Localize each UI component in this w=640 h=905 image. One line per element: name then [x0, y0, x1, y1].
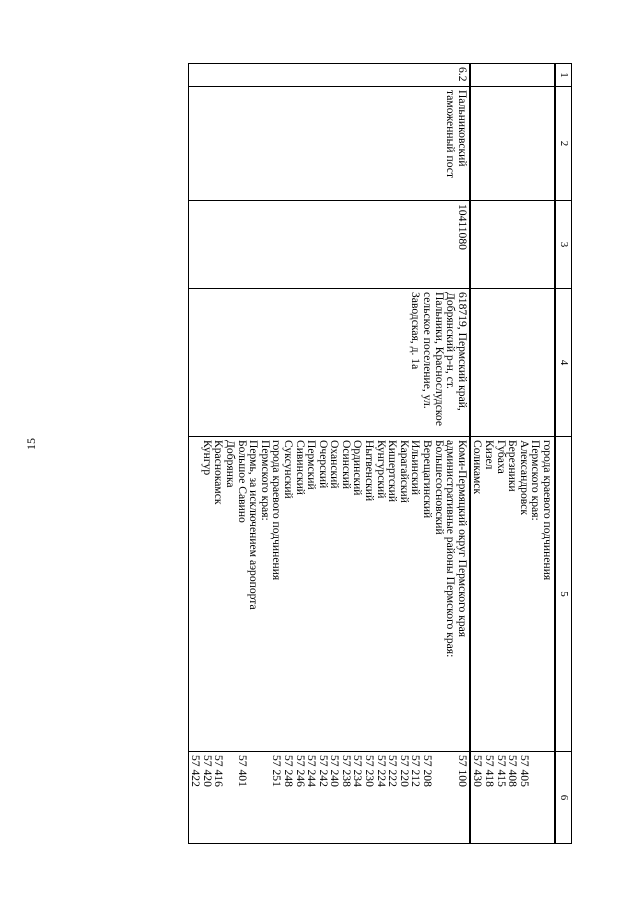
cell-okato-codes: 57 100 57 208 57 212 57 220 57 222 57 224 57 230 57 234 57 238 57 240 57 242 57 244 57 246 57 248 57 251 57 401 57 416 57 420 57 422: [188, 752, 470, 844]
page-number: 15: [24, 438, 38, 450]
cell-post-code: 10411080: [188, 201, 470, 289]
cell-post-name: Пальниковский таможенный пост: [188, 87, 470, 201]
cell-address: [470, 289, 555, 437]
header-cell-4: 4: [555, 289, 572, 437]
header-cell-5: 5: [555, 437, 572, 752]
header-cell-1: 1: [555, 64, 572, 87]
header-cell-6: 6: [555, 752, 572, 844]
cell-post-code: [470, 201, 555, 289]
cell-post-name: [470, 87, 555, 201]
cell-territories: города краевого подчинения Пермского края: Александровск Березники Губаха Кизел Соликамск: [470, 437, 555, 752]
customs-posts-table: [188, 63, 572, 844]
cell-territories: Коми-Пермяцкий округ Пермского края административные районы Пермского края: Большесосновский Верещагинский Ильинский Карагайский Кишертский Кунгурский Нытвенский Ординский Осинский Оханский Очерский Пермский Сивинский Суксунский города краевого подчинения Пермского края: Пермь, за исключением аэропорта Большое Савино Добрянка Краснокамск Кунгур: [188, 437, 470, 752]
header-cell-3: 3: [555, 201, 572, 289]
cell-number: 6.2: [188, 64, 470, 87]
cell-number: [470, 64, 555, 87]
cell-address: 618719, Пермский край, Добрянский р-н, ст. Пальники, Краснослудское сельское поселение, ул. Заводская, д. 1а: [188, 289, 470, 437]
table-row-continued: [470, 64, 555, 844]
rotated-table-sheet: [52, 63, 572, 843]
table-header-row: [555, 64, 572, 844]
table-row-6-2: [188, 64, 470, 844]
header-cell-2: 2: [555, 87, 572, 201]
cell-okato-codes: 57 405 57 408 57 415 57 418 57 430: [470, 752, 555, 844]
